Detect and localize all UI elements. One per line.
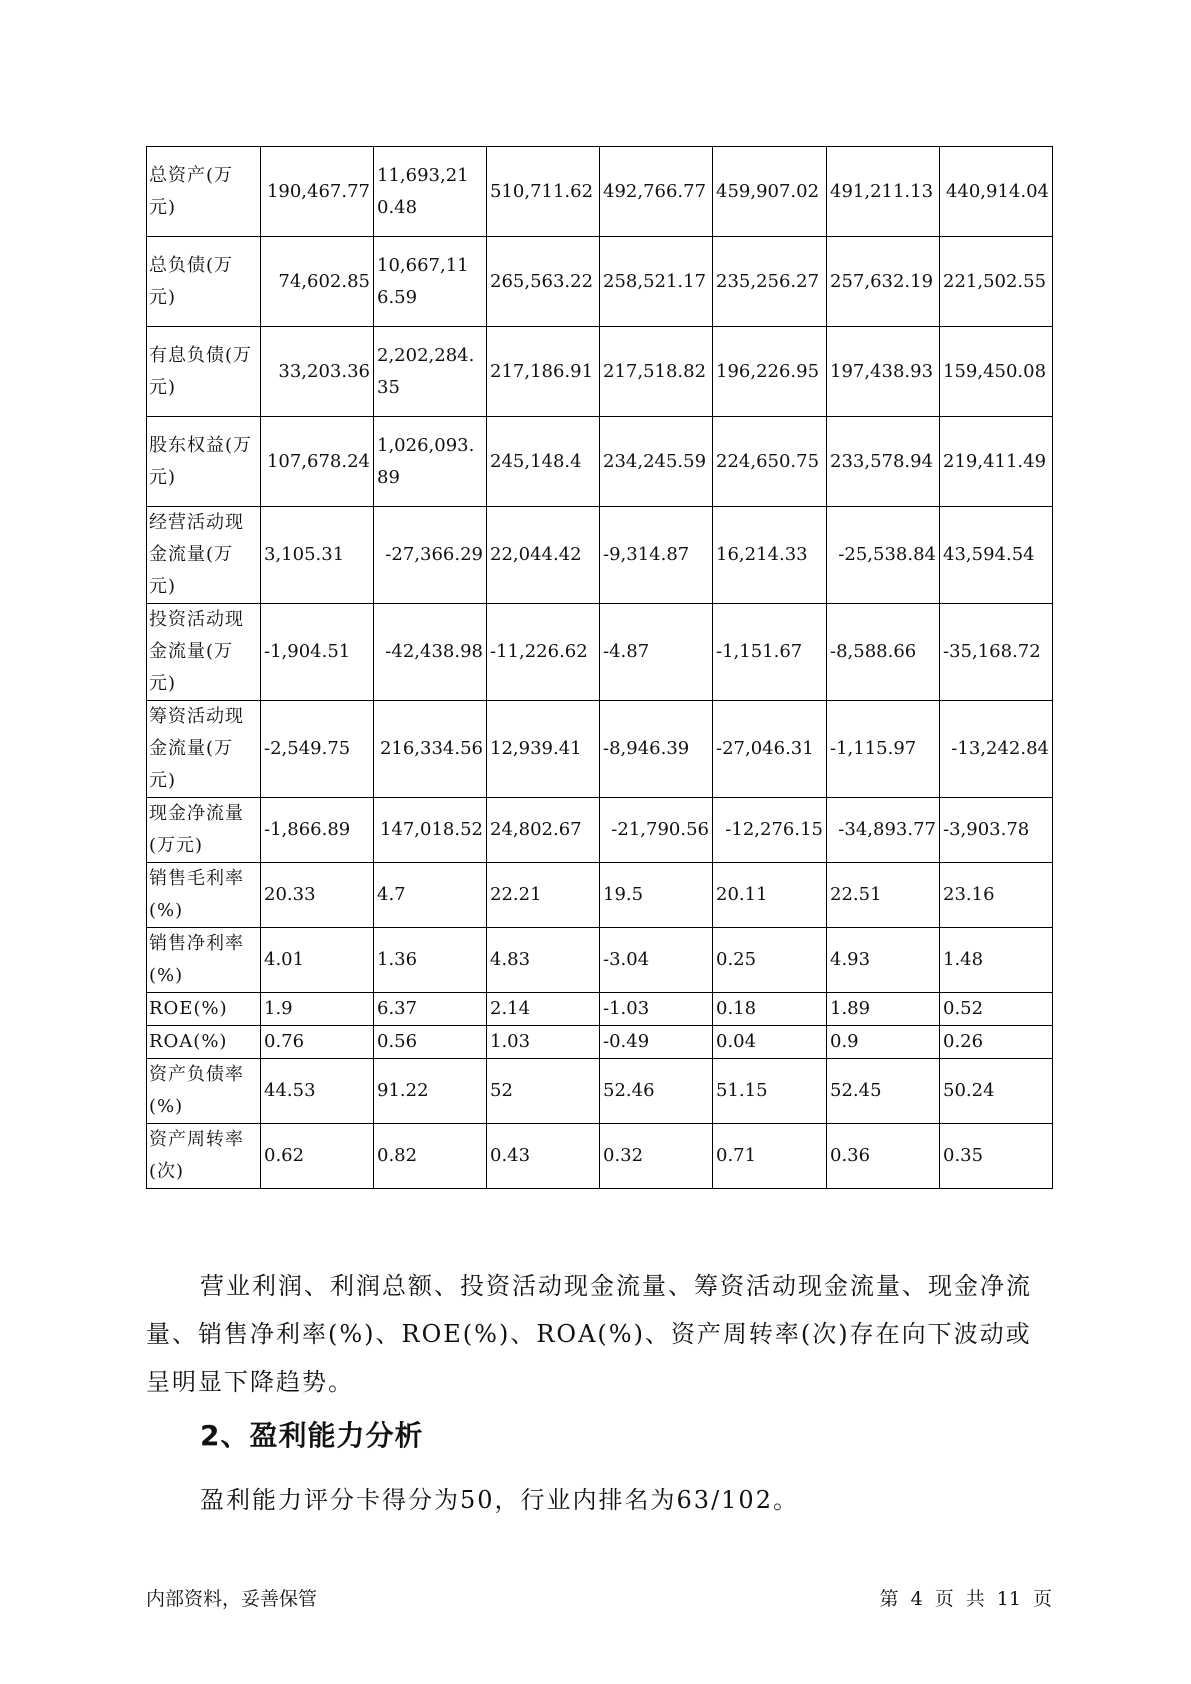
row-label: 销售毛利率(%)	[147, 863, 261, 928]
table-cell: 258,521.17	[600, 237, 713, 327]
table-row	[147, 507, 1053, 604]
footer-page-number: 第 4 页 共 11 页	[879, 1588, 1052, 1610]
table-cell: 22.51	[827, 863, 940, 928]
table-cell: -12,276.15	[713, 798, 827, 863]
footer-confidential-note: 内部资料，妥善保管	[146, 1588, 318, 1610]
table-cell: 0.25	[713, 928, 827, 993]
table-cell: 50.24	[940, 1059, 1053, 1124]
table-cell: 1.03	[487, 1026, 600, 1059]
table-cell: 197,438.93	[827, 327, 940, 417]
table-cell: 23.16	[940, 863, 1053, 928]
table-cell: 196,226.95	[713, 327, 827, 417]
table-row	[147, 701, 1053, 798]
table-row	[147, 604, 1053, 701]
table-cell: 0.36	[827, 1124, 940, 1189]
table-cell: 10,667,116.59	[374, 237, 487, 327]
section-heading: 2、盈利能力分析	[200, 1419, 424, 1452]
table-cell: -8,946.39	[600, 701, 713, 798]
table-cell: 43,594.54	[940, 507, 1053, 604]
table-cell: -34,893.77	[827, 798, 940, 863]
table-cell: -13,242.84	[940, 701, 1053, 798]
table-cell: 107,678.24	[261, 417, 374, 507]
table-cell: -3,903.78	[940, 798, 1053, 863]
row-label: ROA(%)	[147, 1026, 261, 1059]
table-cell: -27,366.29	[374, 507, 487, 604]
table-cell: 52.46	[600, 1059, 713, 1124]
table-body	[147, 147, 1053, 1189]
table-cell: 147,018.52	[374, 798, 487, 863]
table-cell: -42,438.98	[374, 604, 487, 701]
table-cell: -1,151.67	[713, 604, 827, 701]
table-cell: -11,226.62	[487, 604, 600, 701]
table-cell: -21,790.56	[600, 798, 713, 863]
table-cell: 91.22	[374, 1059, 487, 1124]
table-cell: 24,802.67	[487, 798, 600, 863]
table-cell: -9,314.87	[600, 507, 713, 604]
table-cell: 3,105.31	[261, 507, 374, 604]
table-cell: 0.26	[940, 1026, 1053, 1059]
table-cell: 52.45	[827, 1059, 940, 1124]
table-row	[147, 327, 1053, 417]
table-cell: 235,256.27	[713, 237, 827, 327]
table-cell: 492,766.77	[600, 147, 713, 237]
table-cell: 217,186.91	[487, 327, 600, 417]
table-cell: 217,518.82	[600, 327, 713, 417]
table-cell: 52	[487, 1059, 600, 1124]
row-label: 投资活动现金流量(万元)	[147, 604, 261, 701]
table-cell: 4.83	[487, 928, 600, 993]
table-cell: 224,650.75	[713, 417, 827, 507]
table-cell: 510,711.62	[487, 147, 600, 237]
table-cell: -1.03	[600, 993, 713, 1026]
table-cell: -1,115.97	[827, 701, 940, 798]
table-cell: 440,914.04	[940, 147, 1053, 237]
table-cell: 0.56	[374, 1026, 487, 1059]
row-label: 资产周转率(次)	[147, 1124, 261, 1189]
table-cell: -2,549.75	[261, 701, 374, 798]
table-cell: -27,046.31	[713, 701, 827, 798]
table-cell: 0.62	[261, 1124, 374, 1189]
row-label: 筹资活动现金流量(万元)	[147, 701, 261, 798]
trend-summary-paragraph: 营业利润、利润总额、投资活动现金流量、筹资活动现金流量、现金净流量、销售净利率(%)、ROE(%)、ROA(%)、资产周转率(次)存在向下波动或呈明显下降趋势。	[146, 1272, 1032, 1396]
table-cell: 491,211.13	[827, 147, 940, 237]
table-cell: 6.37	[374, 993, 487, 1026]
row-label: 总资产(万元)	[147, 147, 261, 237]
table-cell: 0.82	[374, 1124, 487, 1189]
table-cell: -3.04	[600, 928, 713, 993]
table-cell: 0.76	[261, 1026, 374, 1059]
table-cell: 33,203.36	[261, 327, 374, 417]
table-cell: 0.71	[713, 1124, 827, 1189]
table-cell: 22,044.42	[487, 507, 600, 604]
table-cell: 233,578.94	[827, 417, 940, 507]
table-row	[147, 1059, 1053, 1124]
table-cell: 16,214.33	[713, 507, 827, 604]
table-row	[147, 1026, 1053, 1059]
table-row	[147, 798, 1053, 863]
table-cell: 1.48	[940, 928, 1053, 993]
table-cell: 22.21	[487, 863, 600, 928]
table-cell: 257,632.19	[827, 237, 940, 327]
table-row	[147, 417, 1053, 507]
table-cell: 0.52	[940, 993, 1053, 1026]
table-cell: 11,693,210.48	[374, 147, 487, 237]
table-cell: 1.36	[374, 928, 487, 993]
table-cell: 0.32	[600, 1124, 713, 1189]
table-cell: 2,202,284.35	[374, 327, 487, 417]
row-label: 总负债(万元)	[147, 237, 261, 327]
table-cell: 1.89	[827, 993, 940, 1026]
row-label: 资产负债率(%)	[147, 1059, 261, 1124]
table-row	[147, 147, 1053, 237]
table-cell: 0.9	[827, 1026, 940, 1059]
profitability-score-text: 盈利能力评分卡得分为50，行业内排名为63/102。	[200, 1486, 799, 1514]
table-row	[147, 863, 1053, 928]
table-row	[147, 928, 1053, 993]
table-cell: 4.7	[374, 863, 487, 928]
row-label: 股东权益(万元)	[147, 417, 261, 507]
table-cell: 4.93	[827, 928, 940, 993]
table-row	[147, 1124, 1053, 1189]
table-cell: 216,334.56	[374, 701, 487, 798]
table-cell: 265,563.22	[487, 237, 600, 327]
table-cell: 74,602.85	[261, 237, 374, 327]
table-cell: 4.01	[261, 928, 374, 993]
table-cell: -1,866.89	[261, 798, 374, 863]
table-cell: 2.14	[487, 993, 600, 1026]
table-cell: 20.11	[713, 863, 827, 928]
table-cell: 0.43	[487, 1124, 600, 1189]
table-cell: 20.33	[261, 863, 374, 928]
table-cell: 1.9	[261, 993, 374, 1026]
table-cell: 245,148.4	[487, 417, 600, 507]
table-cell: 190,467.77	[261, 147, 374, 237]
table-cell: 234,245.59	[600, 417, 713, 507]
table-cell: 1,026,093.89	[374, 417, 487, 507]
table-cell: -4.87	[600, 604, 713, 701]
table-cell: 221,502.55	[940, 237, 1053, 327]
table-cell: 12,939.41	[487, 701, 600, 798]
table-cell: 0.18	[713, 993, 827, 1026]
row-label: 销售净利率(%)	[147, 928, 261, 993]
row-label: ROE(%)	[147, 993, 261, 1026]
table-cell: -1,904.51	[261, 604, 374, 701]
table-row	[147, 237, 1053, 327]
table-cell: -25,538.84	[827, 507, 940, 604]
table-cell: 44.53	[261, 1059, 374, 1124]
table-cell: 51.15	[713, 1059, 827, 1124]
financial-indicators-table	[146, 146, 1053, 1189]
row-label: 现金净流量(万元)	[147, 798, 261, 863]
table-cell: -0.49	[600, 1026, 713, 1059]
table-cell: 0.35	[940, 1124, 1053, 1189]
row-label: 经营活动现金流量(万元)	[147, 507, 261, 604]
table-cell: 459,907.02	[713, 147, 827, 237]
table-cell: 19.5	[600, 863, 713, 928]
table-cell: 0.04	[713, 1026, 827, 1059]
table-row	[147, 993, 1053, 1026]
table-cell: 219,411.49	[940, 417, 1053, 507]
row-label: 有息负债(万元)	[147, 327, 261, 417]
table-cell: 159,450.08	[940, 327, 1053, 417]
table-cell: -8,588.66	[827, 604, 940, 701]
table-cell: -35,168.72	[940, 604, 1053, 701]
